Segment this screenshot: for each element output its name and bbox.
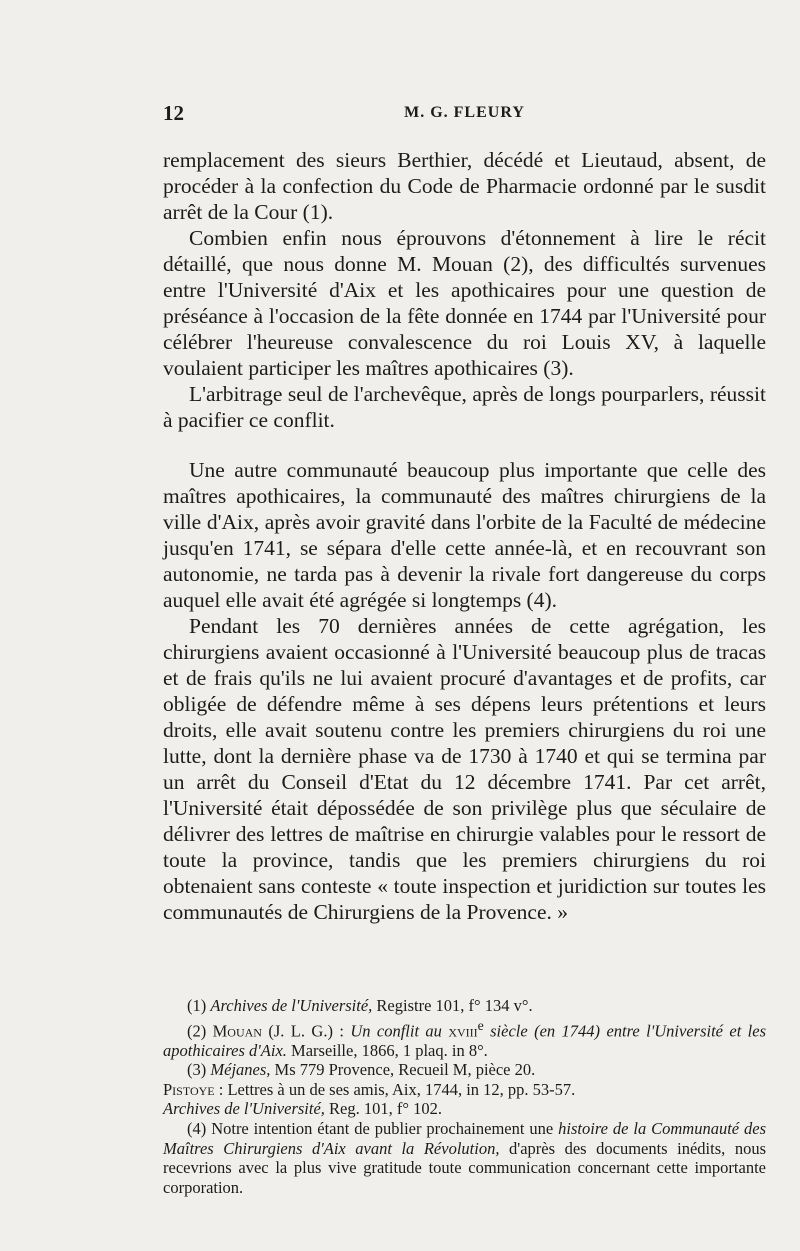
footnote-3-source-3: Archives de l'Université, (163, 1099, 325, 1119)
page-header (163, 101, 766, 127)
footnote-3-text-2: : Lettres à un de ses amis, Aix, 1744, in 12, pp. 53-57. (218, 1079, 576, 1099)
footnote-2-initials: (J. L. G.) : (268, 1021, 344, 1041)
footnote-3-text-3: Reg. 101, f° 102. (329, 1099, 442, 1119)
footnote-1-marker: (1) (187, 996, 207, 1015)
footnote-2-title-a: Un conflit au (350, 1021, 442, 1041)
footnote-2-author: Mouan (212, 1021, 262, 1041)
footnote-3-marker: (3) (187, 1060, 207, 1080)
footnote-3-line-2 (163, 1080, 766, 1100)
footnote-3 (163, 1060, 766, 1080)
footnote-3-author: Pistoye (163, 1079, 215, 1099)
footnote-2-marker: (2) (187, 1021, 207, 1041)
footnote-2-title-c: entre l'Université et les apothicaires d'Aix. (163, 1021, 766, 1060)
section-break (163, 433, 766, 457)
footnote-3-text: Ms 779 Provence, Recueil M, pièce 20. (274, 1060, 536, 1080)
footnote-3-source: Méjanes, (210, 1060, 271, 1080)
footnote-2-year: (en 1744) (534, 1021, 601, 1041)
footnote-2-ordinal: e (477, 1017, 484, 1033)
footnote-4-text-b: d'après des documents inédits, nous recevrions avec la plus vive gratitude toute communication concernant cette importante corporation. (163, 1138, 766, 1197)
footnote-2-title-b: siècle (490, 1021, 528, 1041)
running-title: M. G. FLEURY (404, 104, 525, 121)
footnotes (163, 996, 766, 1197)
footnote-1-text: Registre 101, f° 134 v°. (376, 996, 533, 1015)
footnote-2-century: xviii (448, 1021, 478, 1041)
paragraph-5: Pendant les 70 dernières années de cette agrégation, les chirurgiens avaient occasionné à l'Université beaucoup plus de tracas et de frais qu'ils ne lui avaient procuré d'avantages et de profits, car obligée de défendre même à ses dépens leurs prétentions et leurs droits, elle avait soutenu contre les premiers chirurgiens du roi une lutte, dont la dernière phase va de 1730 à 1740 et qui se termina par un arrêt du Conseil d'Etat du 12 décembre 1741. Par cet arrêt, l'Université était dépossédée de son privilège plus que séculaire de délivrer des lettres de maîtrise en chirurgie valables pour le ressort de toute la province, tandis que les premiers chirurgiens du roi obtenaient sans conteste « toute inspection et juridiction sur toutes les communautés de Chirurgiens de la Provence. » (163, 614, 766, 924)
footnote-3-line-3 (163, 1099, 766, 1119)
footnote-4-marker: (4) (187, 1119, 207, 1139)
footnote-2 (163, 1016, 766, 1061)
footnote-1-source: Archives de l'Université, (210, 996, 373, 1015)
footnote-4-title: histoire de la Communauté des Maîtres Chirurgiens d'Aix avant la Révolution, (163, 1119, 767, 1158)
paragraph-3: L'arbitrage seul de l'archevêque, après de longs pourparlers, réussit à pacifier ce conflit. (163, 382, 766, 432)
main-text (163, 147, 766, 925)
footnote-4-text-a: Notre intention étant de publier prochainement une (211, 1119, 554, 1139)
footnote-2-text: Marseille, 1866, 1 plaq. in 8°. (291, 1040, 488, 1060)
page-number: 12 (163, 101, 184, 125)
paragraph-1: remplacement des sieurs Berthier, décédé et Lieutaud, absent, de procéder à la confection du Code de Pharmacie ordonné par le susdit arrêt de la Cour (1). (163, 148, 766, 224)
paragraph-4: Une autre communauté beaucoup plus importante que celle des maîtres apothicaires, la communauté des maîtres chirurgiens de la ville d'Aix, après avoir gravité dans l'orbite de la Faculté de médecine jusqu'en 1741, se sépara d'elle cette année-là, et en recouvrant son autonomie, ne tarda pas à devenir la rivale fort dangereuse du corps auquel elle avait été agrégée si longtemps (4). (163, 458, 766, 612)
footnote-4 (163, 1119, 766, 1197)
paragraph-2: Combien enfin nous éprouvons d'étonnement à lire le récit détaillé, que nous donne M. Mouan (2), des difficultés survenues entre l'Université d'Aix et les apothicaires pour une question de préséance à l'occasion de la fête donnée en 1744 par l'Université pour célébrer l'heureuse convalescence du roi Louis XV, à laquelle voulaient participer les maîtres apothicaires (3). (163, 226, 766, 380)
footnote-1 (163, 996, 766, 1016)
